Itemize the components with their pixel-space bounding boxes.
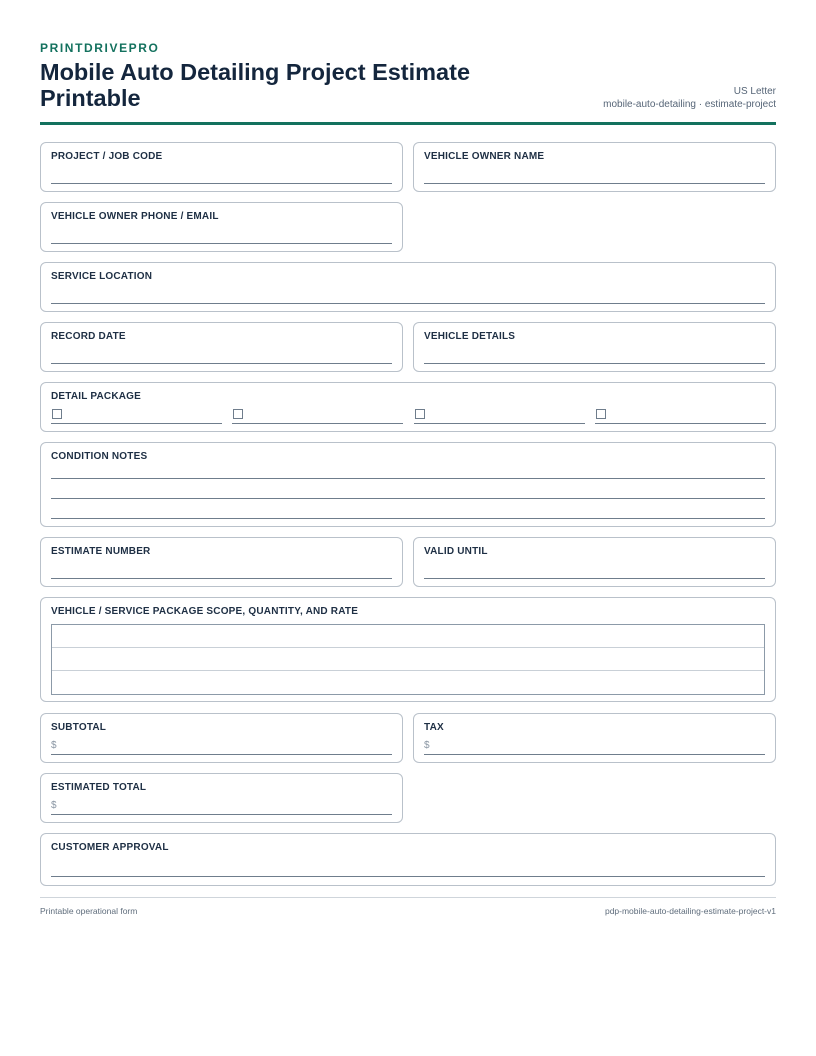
footer-form-id: pdp-mobile-auto-detailing-estimate-project-v1 xyxy=(604,906,776,916)
subtotal-label: SUBTOTAL xyxy=(51,722,107,733)
owner-contact-field xyxy=(40,202,403,252)
owner-contact-input-line[interactable] xyxy=(51,243,392,244)
vehicle-details-label: VEHICLE DETAILS xyxy=(424,331,516,342)
estimated-total-label: ESTIMATED TOTAL xyxy=(51,782,147,793)
scope-table-label: VEHICLE / SERVICE PACKAGE SCOPE, QUANTITY, AND RATE xyxy=(51,606,359,617)
customer-approval-field xyxy=(40,833,776,886)
package-option-1-line[interactable] xyxy=(51,423,222,424)
tax-currency-symbol: $ xyxy=(424,740,430,751)
owner-name-label: VEHICLE OWNER NAME xyxy=(424,151,545,162)
scope-table-field xyxy=(40,597,776,702)
record-date-field xyxy=(40,322,403,372)
estimate-number-label: ESTIMATE NUMBER xyxy=(51,546,151,557)
valid-until-label: VALID UNTIL xyxy=(424,546,488,557)
customer-approval-signature-line[interactable] xyxy=(51,876,765,877)
table-row[interactable] xyxy=(52,671,764,694)
project-code-label: PROJECT / JOB CODE xyxy=(51,151,163,162)
tax-input-line[interactable] xyxy=(424,754,765,755)
condition-notes-field xyxy=(40,442,776,527)
project-code-input-line[interactable] xyxy=(51,183,392,184)
package-option-3-line[interactable] xyxy=(414,423,585,424)
record-date-label: RECORD DATE xyxy=(51,331,126,342)
footer-rule xyxy=(40,897,776,898)
header-rule xyxy=(40,122,776,125)
package-option-1-checkbox[interactable] xyxy=(52,409,62,419)
customer-approval-label: CUSTOMER APPROVAL xyxy=(51,842,169,853)
service-location-field xyxy=(40,262,776,312)
estimated-total-input-line[interactable] xyxy=(51,814,392,815)
service-location-label: SERVICE LOCATION xyxy=(51,271,153,282)
scope-table xyxy=(51,624,765,695)
condition-notes-label: CONDITION NOTES xyxy=(51,451,148,462)
owner-name-field xyxy=(413,142,776,192)
condition-notes-line-1[interactable] xyxy=(51,478,765,479)
service-location-input-line[interactable] xyxy=(51,303,765,304)
document-tags: mobile-auto-detailing · estimate-project xyxy=(603,99,776,110)
valid-until-field xyxy=(413,537,776,587)
subtotal-input-line[interactable] xyxy=(51,754,392,755)
detail-package-field xyxy=(40,382,776,432)
record-date-input-line[interactable] xyxy=(51,363,392,364)
estimated-total-field xyxy=(40,773,403,823)
document-meta xyxy=(603,85,776,111)
vehicle-details-input-line[interactable] xyxy=(424,363,765,364)
brand-name: PRINTDRIVEPRO xyxy=(40,41,160,55)
tax-label: TAX xyxy=(424,722,444,733)
project-code-field xyxy=(40,142,403,192)
table-row[interactable] xyxy=(52,648,764,671)
paper-size-label: US Letter xyxy=(733,86,776,97)
subtotal-currency-symbol: $ xyxy=(51,740,57,751)
package-option-4-line[interactable] xyxy=(595,423,766,424)
estimated-total-currency-symbol: $ xyxy=(51,800,57,811)
condition-notes-line-3[interactable] xyxy=(51,518,765,519)
vehicle-details-field xyxy=(413,322,776,372)
owner-contact-label: VEHICLE OWNER PHONE / EMAIL xyxy=(51,211,219,222)
detail-package-label: DETAIL PACKAGE xyxy=(51,391,142,402)
tax-field xyxy=(413,713,776,763)
footer-description: Printable operational form xyxy=(40,906,138,916)
table-row[interactable] xyxy=(52,625,764,648)
package-option-4-checkbox[interactable] xyxy=(596,409,606,419)
valid-until-input-line[interactable] xyxy=(424,578,765,579)
package-option-3-checkbox[interactable] xyxy=(415,409,425,419)
page-title: Mobile Auto Detailing Project Estimate Printable xyxy=(40,59,471,111)
estimate-number-input-line[interactable] xyxy=(51,578,392,579)
owner-name-input-line[interactable] xyxy=(424,183,765,184)
subtotal-field xyxy=(40,713,403,763)
condition-notes-line-2[interactable] xyxy=(51,498,765,499)
package-option-2-checkbox[interactable] xyxy=(233,409,243,419)
estimate-number-field xyxy=(40,537,403,587)
package-option-2-line[interactable] xyxy=(232,423,403,424)
